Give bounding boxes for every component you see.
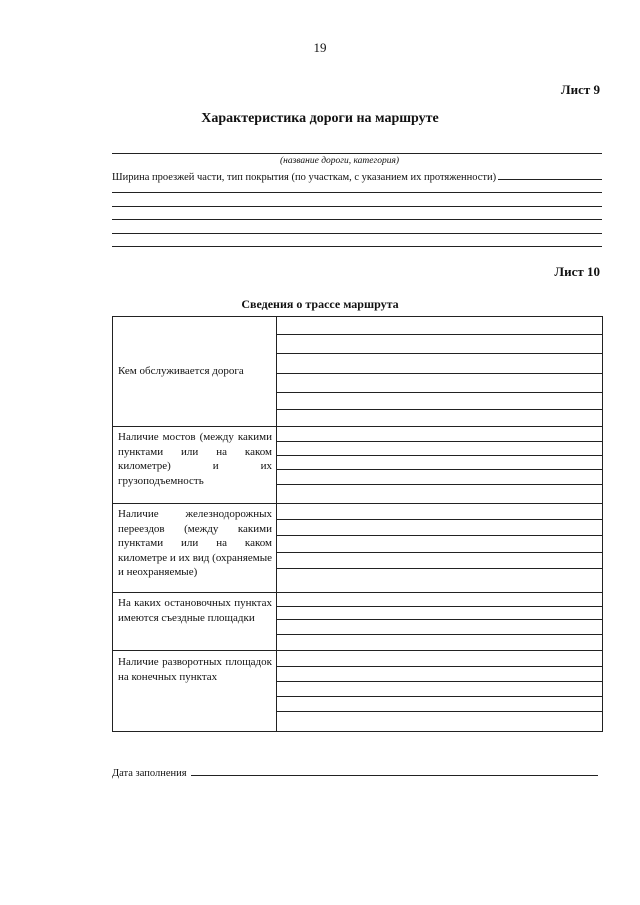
carriageway-width-field[interactable] [498,169,602,180]
row-label-railway-crossings: Наличие железнодорожных переездов (между какими пунктами или на каком километре и их вид (охраняемые и неохраняемые) [113,504,277,592]
carriageway-width-row [112,169,602,183]
row-fill-area[interactable] [277,651,602,731]
fill-line[interactable] [112,192,602,193]
carriageway-width-label: Ширина проезжей части, тип покрытия (по участкам, с указанием их протяженности) [112,172,497,183]
road-characteristics-title: Характеристика дороги на маршруте [201,111,439,126]
table-row [113,317,602,426]
table-row [113,426,602,503]
fill-line[interactable] [112,233,602,234]
fill-line[interactable] [112,246,602,247]
row-label-bridges: Наличие мостов (между какими пунктами или на каком километре) и их грузоподъемность [113,427,277,503]
fill-date-field[interactable] [191,765,598,776]
row-fill-area[interactable] [277,317,602,426]
table-row [113,592,602,650]
road-name-hint: (название дороги, категория) [280,156,400,166]
sheet-9-label: Лист 9 [560,82,600,97]
route-info-table [112,316,603,732]
table-row [113,650,602,731]
row-label-turnaround-areas: Наличие разворотных площадок на конечных пунктах [113,651,277,731]
row-fill-area[interactable] [277,593,602,650]
row-label-pull-off-areas: На каких остановочных пунктах имеются съездные площадки [113,593,277,650]
row-fill-area[interactable] [277,504,602,592]
fill-line[interactable] [112,219,602,220]
row-fill-area[interactable] [277,427,602,503]
sheet-10-label: Лист 10 [554,264,600,279]
route-info-title: Сведения о трассе маршрута [241,297,399,311]
fill-date-row [112,765,598,779]
table-row [113,503,602,592]
fill-date-label: Дата заполнения [112,768,187,779]
row-label-road-maintenance: Кем обслуживается дорога [113,317,277,426]
page-number: 19 [313,40,327,55]
road-name-line [112,153,602,154]
fill-line[interactable] [112,206,602,207]
